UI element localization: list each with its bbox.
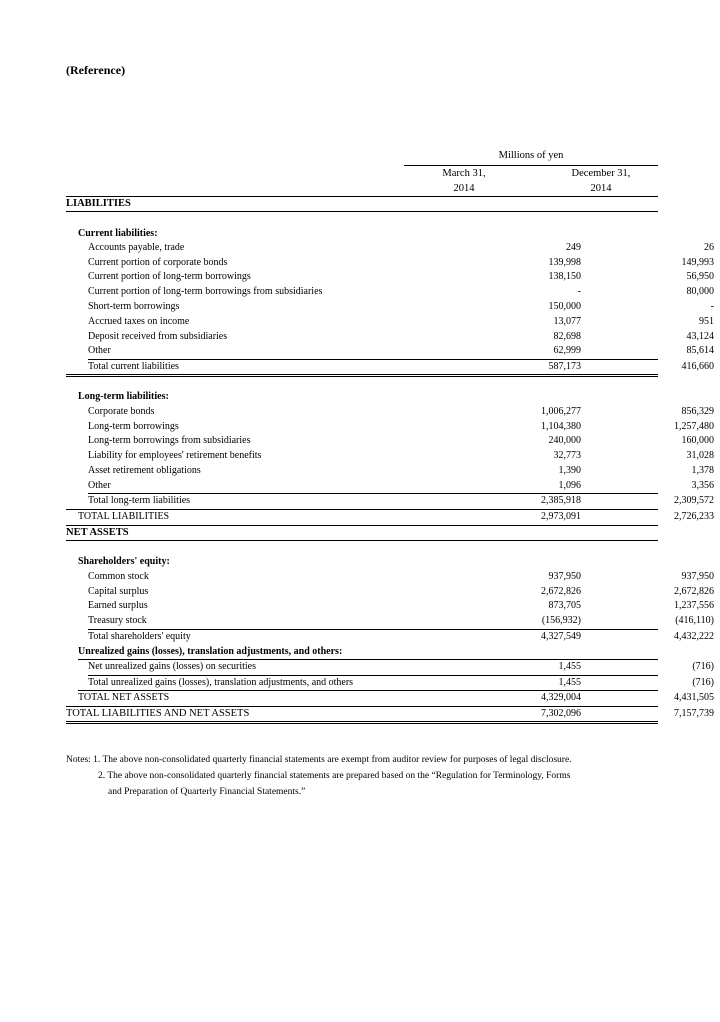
table-divider xyxy=(66,706,658,707)
unit-header: Millions of yen xyxy=(404,150,658,166)
table-row: Long-term borrowings 1,104,380 1,257,480 xyxy=(88,421,714,432)
col2-header xyxy=(544,166,658,196)
group-shareholders-equity: Shareholders' equity: xyxy=(78,556,170,567)
subtotal-rule xyxy=(88,629,658,630)
note-2-continued: and Preparation of Quarterly Financial Statements.” xyxy=(108,787,306,797)
table-divider xyxy=(66,525,658,526)
table-row: Capital surplus 2,672,826 2,672,826 xyxy=(88,586,714,597)
col2-header-line2: 2014 xyxy=(590,183,612,194)
table-row: Liability for employees' retirement benefits 32,773 31,028 xyxy=(88,450,714,461)
total-row: Total current liabilities 587,173 416,660 xyxy=(88,361,714,372)
total-row: Total unrealized gains (losses), translation adjustments, and others 1,455 (716) xyxy=(88,677,714,688)
table-divider xyxy=(66,721,658,722)
group-unrealized-gains: Unrealized gains (losses), translation adjustments, and others: xyxy=(78,646,343,657)
table-row: Earned surplus 873,705 1,237,556 xyxy=(88,600,714,611)
table-row: Other 62,999 85,614 xyxy=(88,345,714,356)
table-row: Current portion of long-term borrowings from subsidiaries - 80,000 xyxy=(88,286,714,297)
table-divider xyxy=(66,540,658,541)
table-divider xyxy=(66,509,658,510)
grand-total-row: TOTAL NET ASSETS 4,329,004 4,431,505 xyxy=(78,692,714,703)
table-row: Short-term borrowings 150,000 - xyxy=(88,301,714,312)
section-net-assets: NET ASSETS xyxy=(66,527,129,538)
total-row: Total long-term liabilities 2,385,918 2,309,572 xyxy=(88,495,714,506)
notes xyxy=(66,752,666,800)
section-liabilities: LIABILITIES xyxy=(66,198,131,209)
page-heading: (Reference) xyxy=(66,63,126,77)
subtotal-rule xyxy=(88,493,658,494)
grand-total-row: TOTAL LIABILITIES 2,973,091 2,726,233 xyxy=(78,511,714,522)
table-divider xyxy=(78,659,658,660)
table-row: Current portion of long-term borrowings 138,150 56,950 xyxy=(88,271,714,282)
table-divider xyxy=(66,211,658,212)
table-divider xyxy=(66,196,658,197)
group-long-term-liabilities: Long-term liabilities: xyxy=(78,391,169,402)
table-divider xyxy=(66,723,658,724)
table-row: Current portion of corporate bonds 139,998 149,993 xyxy=(88,257,714,268)
table-row: Asset retirement obligations 1,390 1,378 xyxy=(88,465,714,476)
table-divider xyxy=(66,374,658,375)
col1-header-line1: March 31, xyxy=(442,168,486,179)
grand-total-row: TOTAL LIABILITIES AND NET ASSETS 7,302,096 7,157,739 xyxy=(66,708,714,719)
subtotal-rule xyxy=(88,675,658,676)
total-row: Total shareholders' equity 4,327,549 4,432,222 xyxy=(88,631,714,642)
table-row: Common stock 937,950 937,950 xyxy=(88,571,714,582)
table-row: Other 1,096 3,356 xyxy=(88,480,714,491)
group-current-liabilities: Current liabilities: xyxy=(78,228,158,239)
table-row: Accounts payable, trade 249 26 xyxy=(88,242,714,253)
table-row: Deposit received from subsidiaries 82,698 43,124 xyxy=(88,331,714,342)
table-divider xyxy=(66,376,658,377)
table-row: Treasury stock (156,932) (416,110) xyxy=(88,615,714,626)
table-row: Accrued taxes on income 13,077 951 xyxy=(88,316,714,327)
note-2: 2. The above non-consolidated quarterly financial statements are prepared based on the “Regulation for Terminology, Forms xyxy=(98,771,571,781)
col2-header-line1: December 31, xyxy=(571,168,631,179)
table-row: Net unrealized gains (losses) on securities 1,455 (716) xyxy=(88,661,714,672)
col1-header-line2: 2014 xyxy=(453,183,475,194)
subtotal-rule xyxy=(88,359,658,360)
table-row: Long-term borrowings from subsidiaries 240,000 160,000 xyxy=(88,435,714,446)
col1-header xyxy=(404,166,524,196)
note-1: Notes: 1. The above non-consolidated quarterly financial statements are exempt from auditor review for purposes of legal disclosure. xyxy=(66,755,572,765)
table-divider xyxy=(78,690,658,691)
table-row: Corporate bonds 1,006,277 856,329 xyxy=(88,406,714,417)
